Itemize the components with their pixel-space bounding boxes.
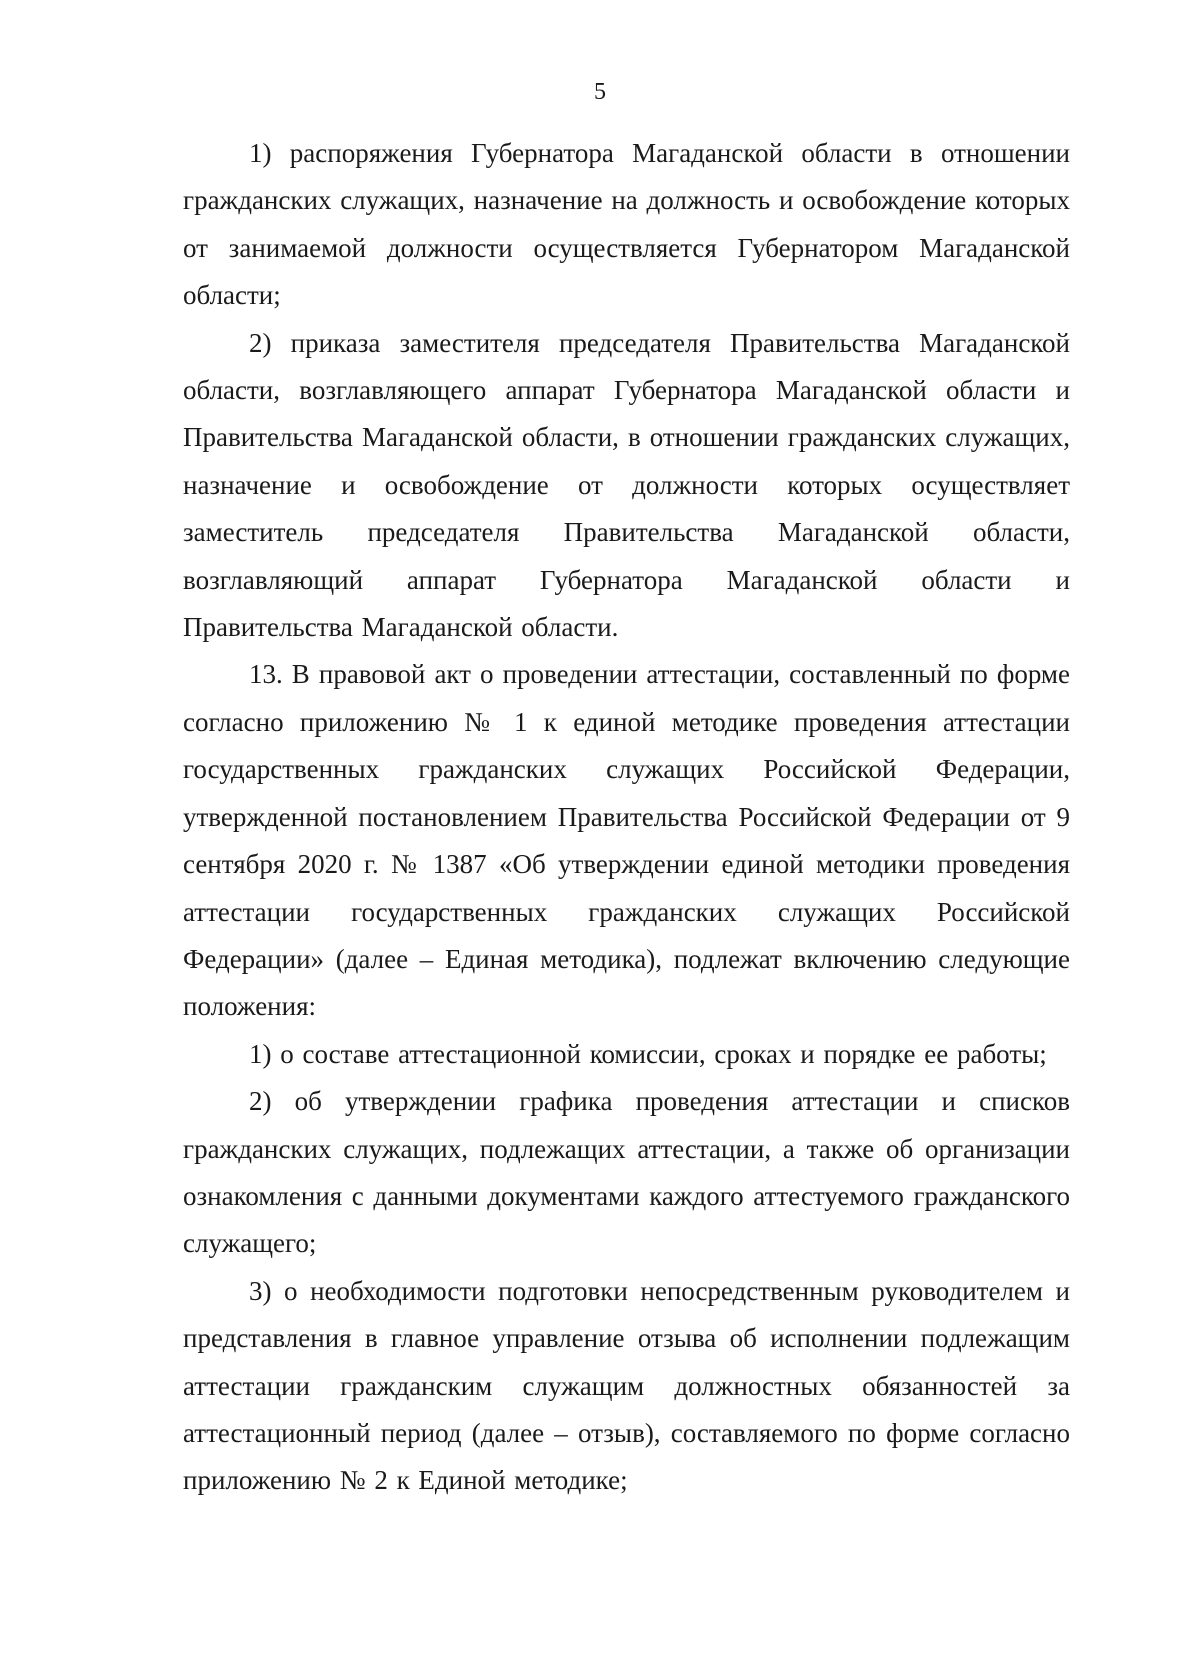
document-body xyxy=(183,130,1070,1505)
paragraph-schedule-approval: 2) об утверждении графика проведения аттестации и списков гражданских служащих, подлежащих аттестации, а также об организации ознакомления с данными документами каждого аттестуемого гражданского служащего; xyxy=(183,1086,1070,1259)
paragraph-gubernator-order: 1) распоряжения Губернатора Магаданской области в отношении гражданских служащих, назначение на должность и освобождение которых от занимаемой должности осуществляется Губернатором Магаданской области; xyxy=(183,138,1070,311)
page-number: 5 xyxy=(594,79,606,105)
paragraph-review-preparation: 3) о необходимости подготовки непосредственным руководителем и представления в главное управление отзыва об исполнении подлежащим аттестации гражданским служащим должностных обязанностей за аттестационный период (далее – отзыв), составляемого по форме согласно приложению № 2 к Единой методике; xyxy=(183,1275,1070,1496)
paragraph-deputy-chairman-order: 2) приказа заместителя председателя Правительства Магаданской области, возглавляющего аппарат Губернатора Магаданской области и Правительства Магаданской области, в отношении гражданских служащих, назначение и освобождение от должности которых осуществляет заместитель председателя Правительства Магаданской области, возглавляющий аппарат Губернатора Магаданской области и Правительства Магаданской области. xyxy=(183,327,1070,643)
paragraph-commission-composition: 1) о составе аттестационной комиссии, сроках и порядке ее работы; xyxy=(249,1038,1047,1069)
paragraph-13-legal-act: 13. В правовой акт о проведении аттестации, составленный по форме согласно приложению № 1 к единой методике проведения аттестации государственных гражданских служащих Российской Федерации, утвержденной постановлением Правительства Российской Федерации от 9 сентября 2020 г. № 1387 «Об утверждении единой методики проведения аттестации государственных гражданских служащих Российской Федерации» (далее – Единая методика), подлежат включению следующие положения: xyxy=(183,659,1070,1022)
